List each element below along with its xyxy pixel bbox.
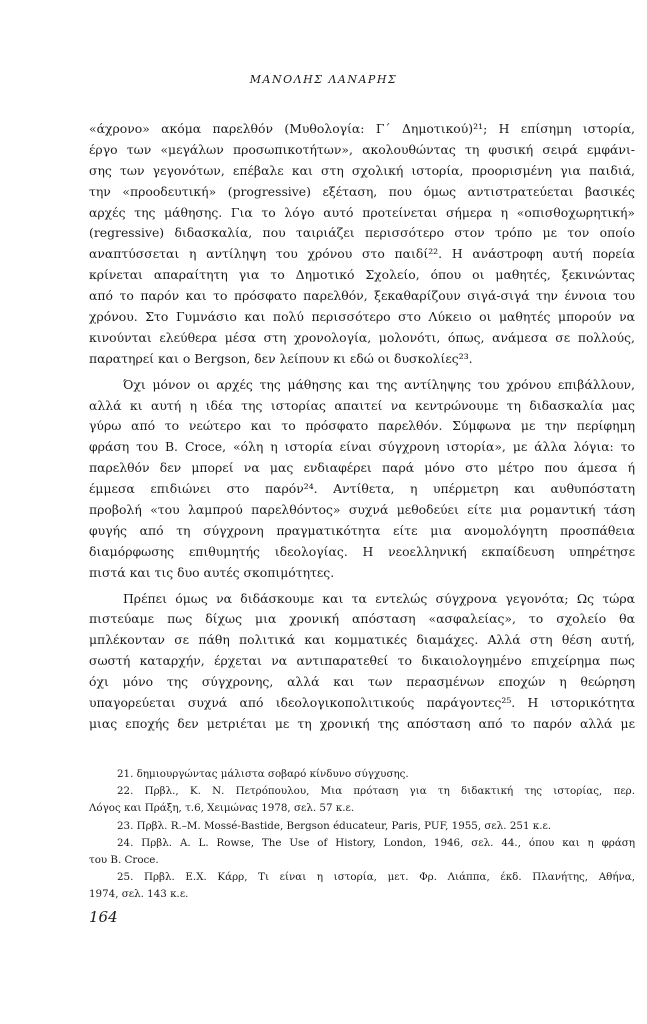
text-line: «άχρονο» ακόμα παρελθόν (Μυθολογία: Γ΄ Δημοτικού)²¹; Η επίσημη ιστορία, — [89, 121, 635, 136]
footnote-line: 21. δημιουργώντας μάλιστα σοβαρό κίνδυνο σύγχυσης. — [117, 768, 409, 780]
text-line: Πρέπει όμως να διδάσκουμε και τα εντελώς σύγχρονα γεγονότα; Ως τώρα — [123, 590, 635, 606]
body-text — [89, 119, 635, 735]
footnote-line: Λόγος και Πράξη, τ.6, Χειμώνας 1978, σελ. 57 κ.ε. — [89, 802, 355, 815]
text-line: διαμόρφωσης επιθυμητής ιδεολογίας. Η νεοελληνική εκπαίδευση υπηρέτησε — [89, 543, 635, 559]
footnote — [89, 818, 635, 835]
text-line: παρατηρεί και ο Bergson, δεν λείπουν κι εδώ οι δυσκολίες²³. — [89, 350, 473, 366]
footnote-line: 1974, σελ. 143 κ.ε. — [89, 888, 189, 901]
footnote — [89, 766, 635, 783]
text-line: έμμεσα επιδιώνει στο παρόν²⁴. Αντίθετα, η υπέρμετρη και αυθυπόστατη — [89, 481, 635, 497]
text-line: αρχές της μάθησης. Για το λόγο αυτό προτείνεται σήμερα η «οπισθοχωρητική» — [89, 204, 635, 220]
footnote-line: 22. Πρβλ., Κ. Ν. Πετρόπουλου, Μια πρόταση για τη διδακτική της ιστορίας, περ. — [117, 785, 635, 798]
footnote-line: 23. Πρβλ. R.–M. Mossé-Bastide, Bergson éducateur, Paris, PUF, 1955, σελ. 251 κ.ε. — [117, 819, 552, 832]
text-line: έργο των «μεγάλων προσωπικοτήτων», ακολουθώντας τη φυσική σειρά εμφάνι- — [89, 141, 635, 157]
footnote — [89, 783, 635, 817]
paragraph — [89, 119, 635, 370]
text-line: γύρω από το νεώτερο και το πρόσφατο παρελθόν. Σύμφωνα με την περίφημη — [89, 418, 635, 434]
text-line: αλλά κι αυτή η ιδέα της ιστορίας απαιτεί να κεντρώνουμε τη διδασκαλία μας — [89, 397, 635, 413]
text-line: χρόνου. Στο Γυμνάσιο και πολύ περισσότερο στο Λύκειο οι μαθητές μπορούν να — [89, 309, 635, 325]
footnote — [89, 835, 635, 869]
text-line: προβολή «του λαμπρού παρελθόντος» συχνά μεθοδεύει είτε μια ρομαντική τάση — [89, 502, 635, 518]
footnote — [89, 869, 635, 903]
text-line: πιστεύαμε πως δίχως μια χρονική απόσταση «ασφαλείας», το σχολείο θα — [89, 611, 635, 627]
text-line: σωστή καταρχήν, έρχεται να αντιπαρατεθεί το δικαιολογημένο επιχείρημα πως — [89, 653, 635, 669]
text-line: μιας εποχής δεν μετριέται με τη χρονική της απόσταση από το παρόν αλλά με — [89, 715, 635, 731]
text-line: την «προοδευτική» (progressive) εξέταση, που όμως αντιστρατεύεται βασικές — [89, 183, 635, 199]
text-line: από το παρόν και το πρόσφατο παρελθόν, ξεκαθαρίζουν σιγά-σιγά την έννοια του — [89, 288, 635, 304]
footnotes — [89, 766, 635, 904]
text-line: υπαγορεύεται συχνά από ιδεολογικοπολιτικούς παράγοντες²⁵. Η ιστορικότητα — [89, 695, 635, 711]
footnote-line: του B. Croce. — [89, 853, 159, 866]
running-head: ΜΑΝΟΛΗΣ ΛΑΝΑΡΗΣ — [249, 73, 398, 86]
text-line: φράση του B. Croce, «όλη η ιστορία είναι σύγχρονη ιστορία», με άλλα λόγια: το — [89, 439, 635, 455]
text-line: Όχι μόνον οι αρχές της μάθησης και της αντίληψης του χρόνου επιβάλλουν, — [123, 376, 635, 392]
text-line: αναπτύσσεται η αντίληψη του χρόνου στο παιδί²². Η ανάστροφη αυτή πορεία — [89, 246, 635, 262]
text-line: κρίνεται απαραίτητη για το Δημοτικό Σχολείο, όπου οι μαθητές, ξεκινώντας — [89, 267, 635, 283]
text-line: μπλέκονταν σε πάθη πολιτικά και κομματικές διαμάχες. Αλλά στη θέση αυτή, — [89, 632, 635, 648]
paragraph — [89, 589, 635, 735]
text-line: φυγής από τη σύγχρονη πραγματικότητα είτε μια ανομολόγητη προσπάθεια — [89, 522, 635, 538]
text-line: σης των γεγονότων, επέβαλε και στη σχολική ιστορία, προορισμένη για παιδιά, — [89, 162, 635, 178]
text-line: κινούνται ελεύθερα μέσα στη χρονολογία, μολονότι, όπως, ανάμεσα σε πολλούς, — [89, 329, 635, 345]
text-line: (regressive) διδασκαλία, που ταιριάζει περισσότερο στον τρόπο με τον οποίο — [89, 225, 635, 241]
footnote-line: 24. Πρβλ. A. L. Rowse, The Use of History, London, 1946, σελ. 44., όπου και η φράση — [117, 836, 635, 849]
paragraph — [89, 375, 635, 584]
footnote-line: 25. Πρβλ. Ε.Χ. Κάρρ, Τι είναι η ιστορία, μετ. Φρ. Λιάππα, έκδ. Πλανήτης, Αθήνα, — [117, 871, 635, 884]
text-line: παρελθόν δεν μπορεί να μας ενδιαφέρει παρά μόνο στο μέτρο που άμεσα ή — [89, 460, 635, 476]
text-line: όχι μόνο της σύγχρονης, αλλά και των περασμένων εποχών η θεώρηση — [89, 674, 635, 690]
page-number: 164 — [89, 908, 118, 926]
text-line: πιστά και τις δυο αυτές σκοπιμότητες. — [89, 564, 335, 580]
